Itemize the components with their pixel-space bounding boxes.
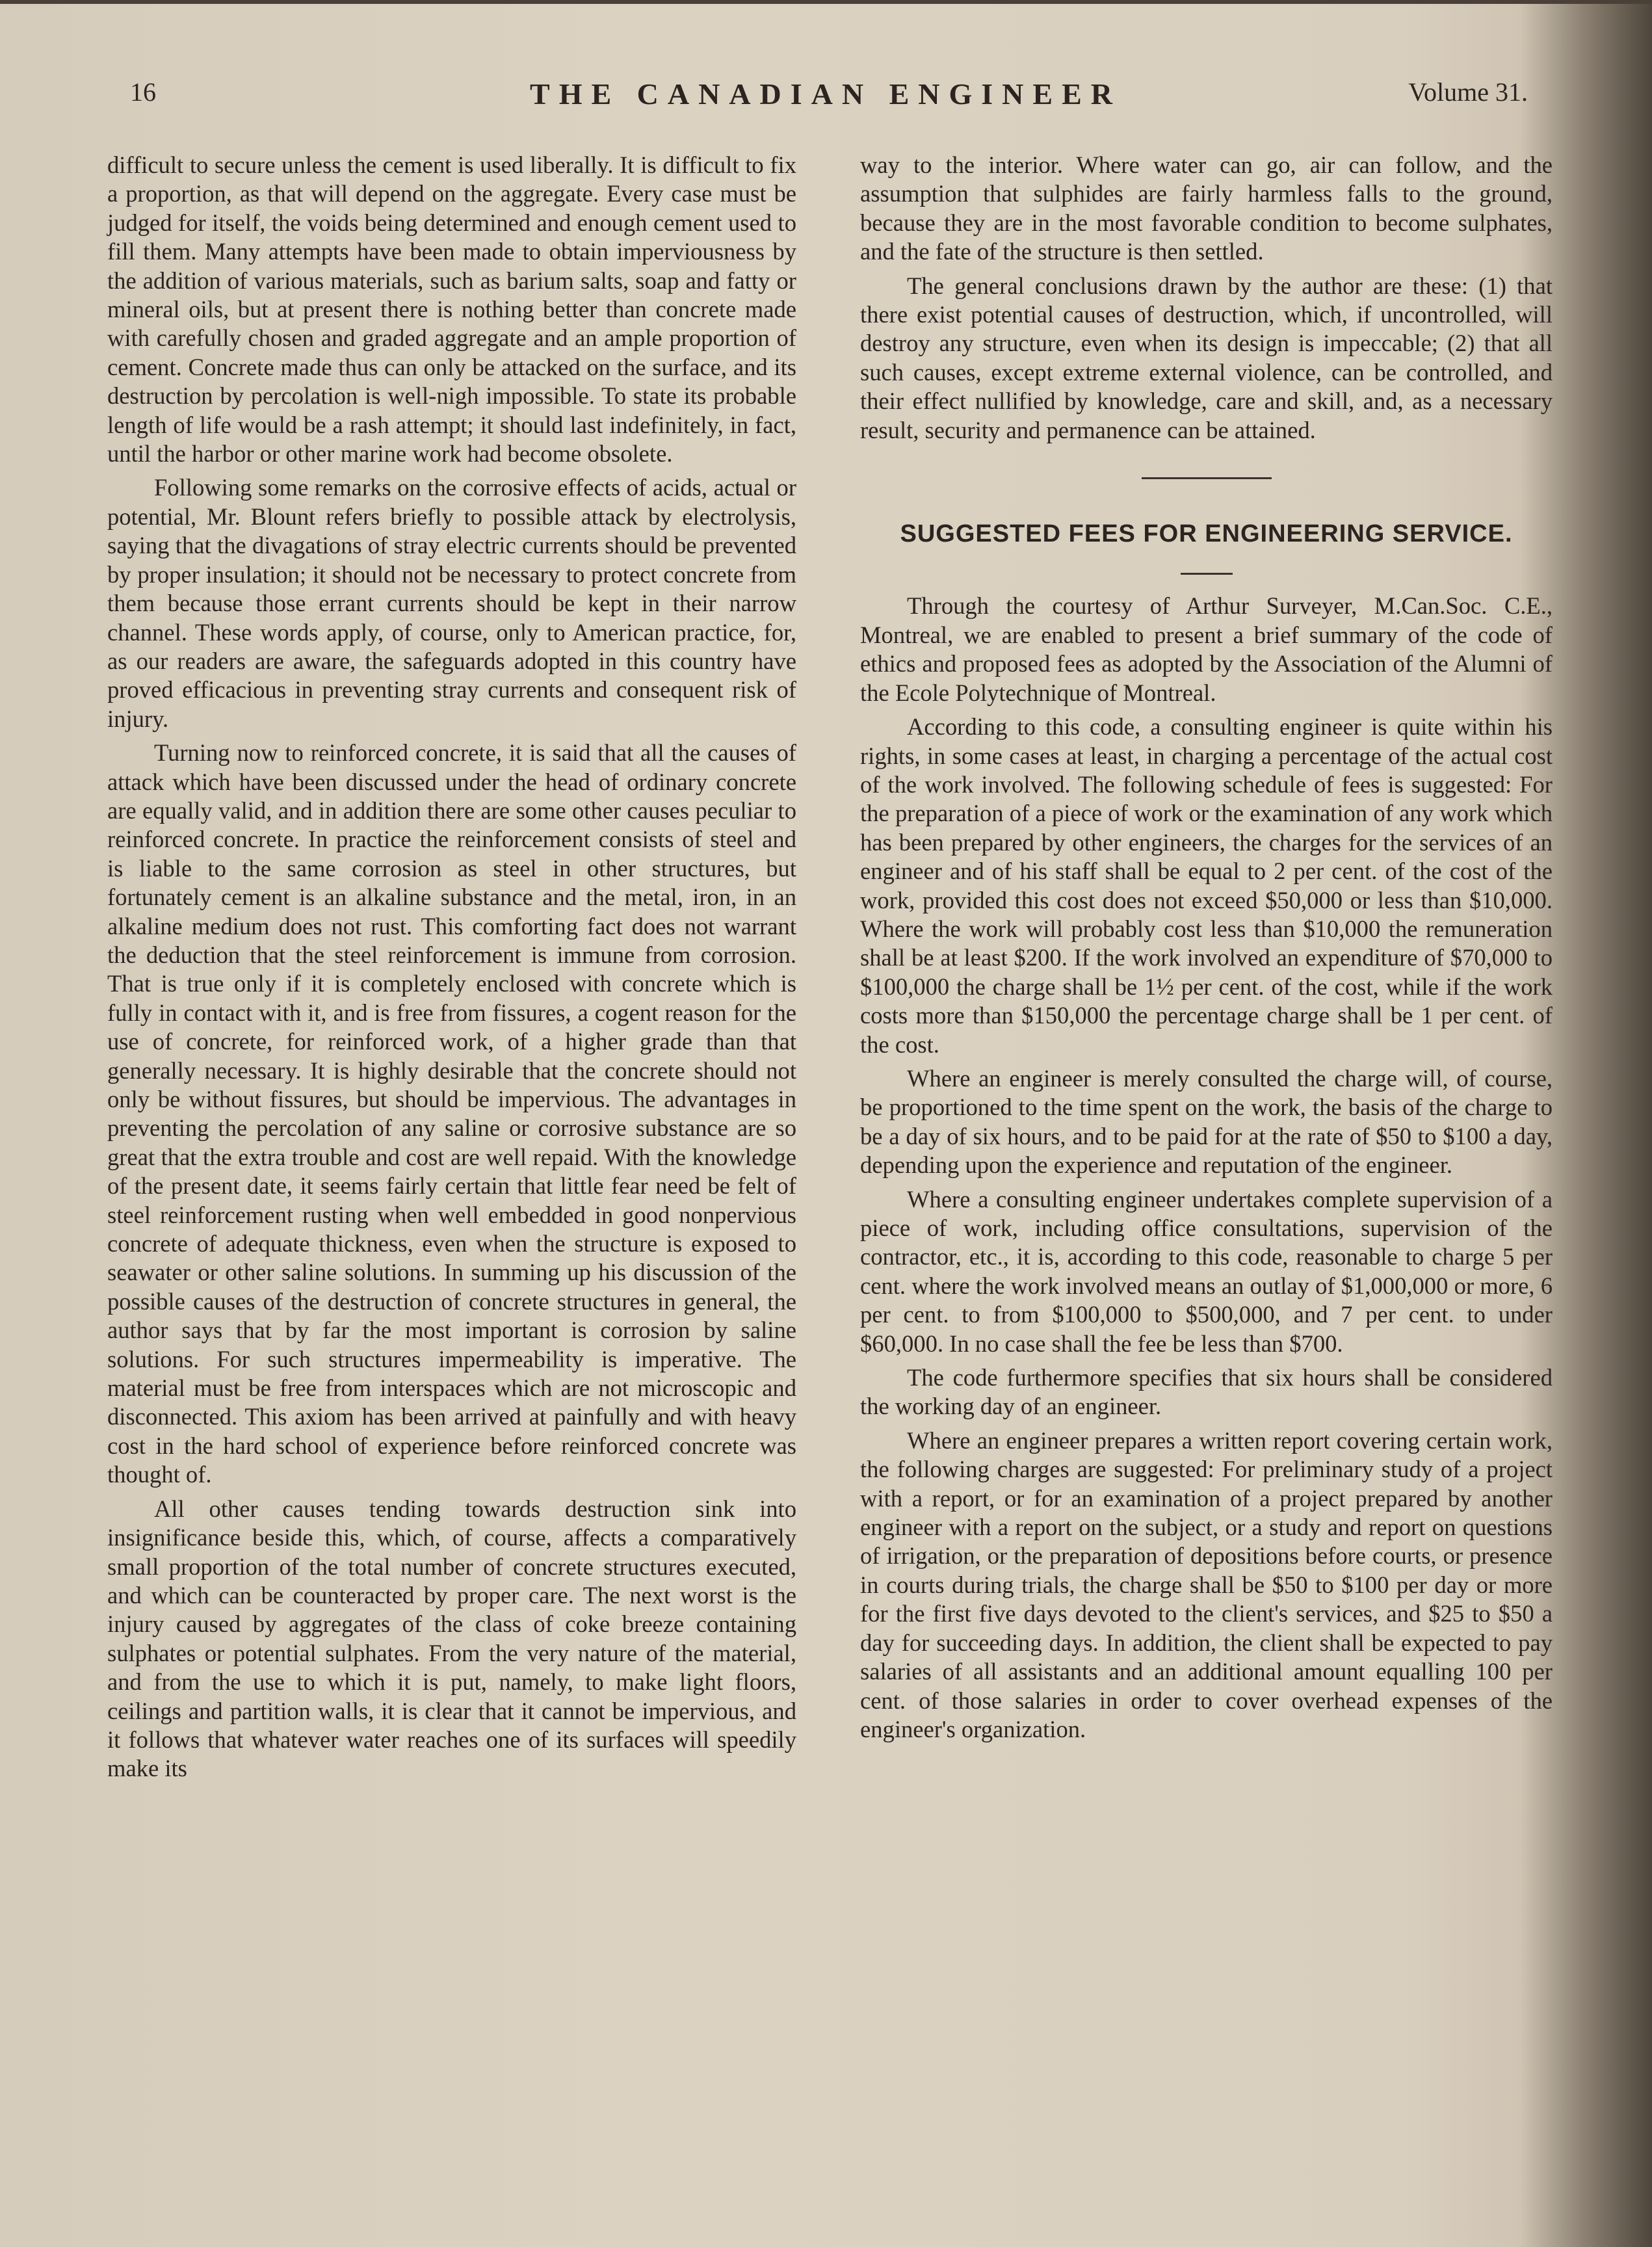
left-column xyxy=(107,151,796,1789)
journal-title: THE CANADIAN ENGINEER xyxy=(530,77,1121,111)
heading-rule xyxy=(1181,573,1233,575)
top-border-rule xyxy=(0,0,1652,4)
section-heading: SUGGESTED FEES FOR ENGINEERING SERVICE. xyxy=(900,520,1513,548)
paragraph: According to this code, a consulting engineer is quite within his rights, in some cases at least, in charging a percentage of the actual cost of the work involved. The following schedule of fees is suggested: For the preparation of a piece of work or the examination of any work which has been prepared by other engineers, the charges for the services of an engineer and of his staff shall be equal to 2 per cent. of the cost of the work, provided this cost does not exceed $50,000 or less than $10,000. Where the work will probably cost less than $10,000 the remuneration shall be at least $200. If the work involved an expenditure of $70,000 to $100,000 the charge shall be 1½ per cent. of the cost, while if the work costs more than $150,000 the percentage charge shall be 1 per cent. of the cost. xyxy=(860,713,1553,1058)
paragraph: All other causes tending towards destruction sink into insignificance beside this, which, of course, affects a comparatively small proportion of the total number of concrete structures executed, and which can be counteracted by proper care. The next worst is the injury caused by aggregates of the class of coke breeze containing sulphates or potential sulphates. From the very nature of the material, and from the use to which it is put, namely, to make light floors, ceilings and partition walls, it is clear that it cannot be impervious, and it follows that whatever water reaches one of its surfaces will speedily make its xyxy=(107,1495,796,1782)
paragraph: Turning now to reinforced concrete, it is said that all the causes of attack which have been discussed under the head of ordinary concrete are equally valid, and in addition there are some other causes peculiar to reinforced concrete. In practice the reinforcement consists of steel and is liable to the same corrosion as steel in other structures, but fortunately cement is an alkaline substance and the metal, iron, in an alkaline medium does not rust. This comforting fact does not warrant the deduction that the steel reinforcement is immune from corrosion. That is true only if it is completely enclosed with concrete which is fully in contact with it, and is free from fissures, a cogent reason for the use of concrete, for reinforced work, of a higher grade than that generally necessary. It is highly desirable that the concrete should not only be without fissures, but should be impervious. The advantages in preventing the percolation of any saline or corrosive substance are so great that the extra trouble and cost are well repaid. With the knowledge of the present date, it seems fairly certain that little fear need be felt of steel reinforcement rusting when well embedded in good nonpervious concrete of adequate thickness, even when the structure is exposed to seawater or other saline solutions. In summing up his discussion of the possible causes of the destruction of concrete structures in general, the author says that by far the most important is corrosion by saline solutions. For such structures impermeability is imperative. The material must be free from interspaces which are not microscopic and disconnected. This axiom has been arrived at painfully and with heavy cost in the hard school of experience before reinforced concrete was thought of. xyxy=(107,739,796,1488)
paragraph: Where a consulting engineer undertakes complete supervision of a piece of work, including office consultations, supervision of the contractor, etc., it is, according to this code, reasonable to charge 5 per cent. where the work involved means an outlay of $1,000,000 or more, 6 per cent. to from $100,000 to $500,000, and 7 per cent. to under $60,000. In no case shall the fee be less than $700. xyxy=(860,1185,1553,1357)
paragraph: Where an engineer prepares a written report covering certain work, the following charges are suggested: For preliminary study of a project with a report, or for an examination of a project prepared by another engineer with a report on the subject, or a study and report on questions of irrigation, or the preparation of depositions before courts, or presence in courts during trials, the charge shall be $50 to $100 per day or more for the first five days devoted to the client's services, and $25 to $50 a day for succeeding days. In addition, the client shall be expected to pay salaries of all assistants and an additional amount equalling 100 per cent. of those salaries in order to cover overhead expenses of the engineer's organization. xyxy=(860,1426,1553,1742)
paragraph: The code furthermore specifies that six hours shall be considered the working day of an engineer. xyxy=(860,1364,1553,1420)
paragraph: The general conclusions drawn by the author are these: (1) that there exist potential causes of destruction, which, if uncontrolled, will destroy any structure, even when its design is impeccable; (2) that all such causes, except extreme external violence, can be controlled, and their effect nullified by knowledge, care and skill, and, as a necessary result, security and permanence can be attained. xyxy=(860,272,1553,443)
section-divider xyxy=(1142,477,1272,479)
running-header xyxy=(124,77,1528,122)
volume-label: Volume 31. xyxy=(1408,77,1528,107)
right-column xyxy=(860,151,1553,1749)
paragraph: Where an engineer is merely consulted the charge will, of course, be proportioned to the time spent on the work, the basis of the charge to be a day of six hours, and to be paid for at the rate of $50 to $100 a day, depending upon the experience and reputation of the engineer. xyxy=(860,1064,1553,1179)
paragraph: difficult to secure unless the cement is used liberally. It is difficult to fix a proportion, as that will depend on the aggregate. Every case must be judged for itself, the voids being determined and enough cement used to fill them. Many attempts have been made to obtain imperviousness by the addition of various materials, such as barium salts, soap and fatty or mineral oils, but at present there is nothing better than concrete made with carefully chosen and graded aggregate and an ample proportion of cement. Concrete made thus can only be attacked on the surface, and its destruction by percolation is well-nigh impossible. To state its probable length of life would be a rash attempt; it should last indefinitely, in fact, until the harbor or other marine work had become obsolete. xyxy=(107,151,796,467)
paragraph: way to the interior. Where water can go, air can follow, and the assumption that sulphides are fairly harmless falls to the ground, because they are in the most favorable condition to become sulphates, and the fate of the structure is then settled. xyxy=(860,151,1553,265)
page-number: 16 xyxy=(130,77,156,107)
paragraph: Following some remarks on the corrosive effects of acids, actual or potential, Mr. Blount refers briefly to possible attack by electrolysis, saying that the divagations of stray electric currents should be prevented by proper insulation; it should not be necessary to protect concrete from them because those errant currents should be kept in their narrow channel. These words apply, of course, only to American practice, for, as our readers are aware, the safeguards adopted in this country have proved efficacious in preventing stray currents and consequent risk of injury. xyxy=(107,474,796,732)
paragraph: Through the courtesy of Arthur Surveyer, M.Can.Soc. C.E., Montreal, we are enabled to present a brief summary of the code of ethics and proposed fees as adopted by the Association of the Alumni of the Ecole Polytechnique of Montreal. xyxy=(860,592,1553,706)
